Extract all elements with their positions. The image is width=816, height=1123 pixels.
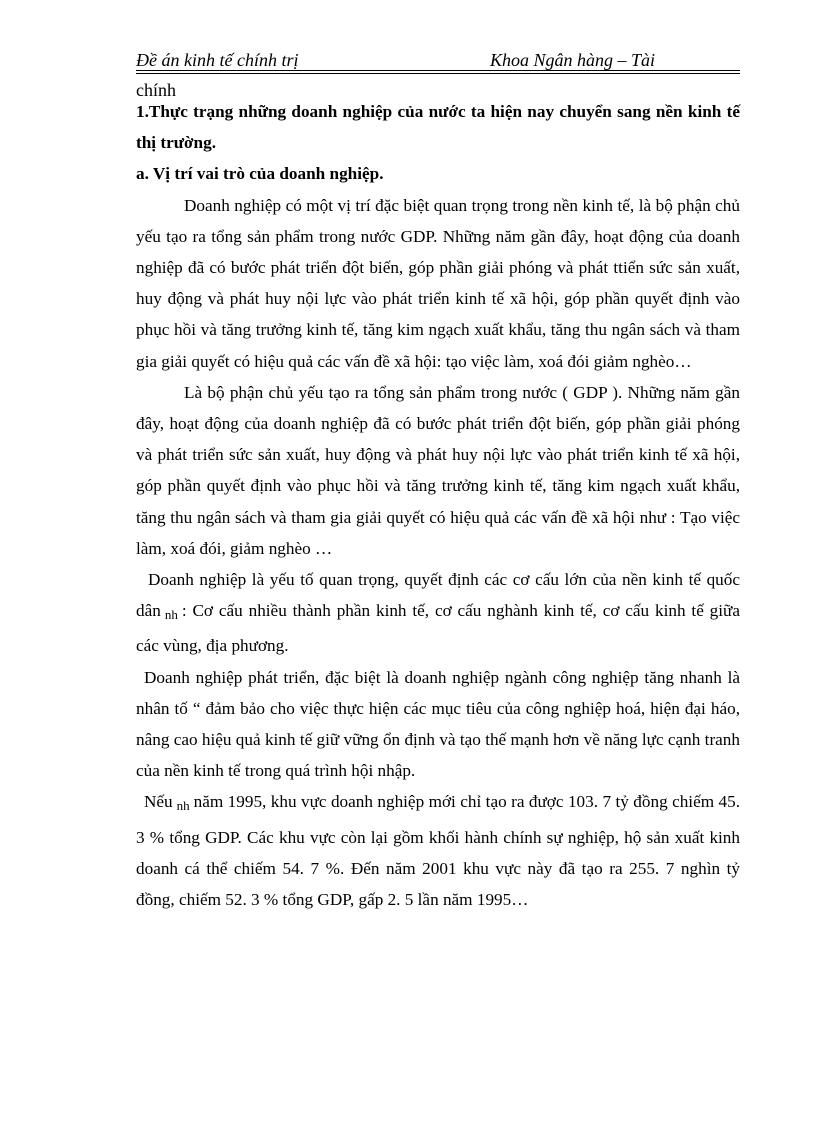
header-left-title: Đề án kinh tế chính trị bbox=[136, 50, 299, 70]
page-header bbox=[136, 50, 740, 72]
header-rule-top bbox=[136, 70, 740, 71]
paragraph-4: Doanh nghiệp phát triển, đặc biệt là doanh nghiệp ngành công nghiệp tăng nhanh là nhân tố “ đảm bảo cho việc thực hiện các mục tiêu của công nghiệp hoá, hiện đại háo, nâng cao hiệu quả kinh tế giữ vững ổn định và tạo thế mạnh hơn về năng lực cạnh tranh của nền kinh tế trong quá trình hội nhập. bbox=[136, 667, 740, 781]
paragraph-5 bbox=[136, 786, 740, 915]
paragraph-3 bbox=[136, 564, 740, 662]
paragraph-1: Doanh nghiệp có một vị trí đặc biệt quan trọng trong nền kinh tế, là bộ phận chủ yếu tạo ra tổng sản phẩm trong nước GDP. Những năm gần đây, hoạt động của doanh nghiệp đã có bước phát triển đột biến, góp phần giải phóng và phát ttiển sức sản xuất, huy động và phát huy nội lực vào phát triển kinh tế xã hội, góp phần quyết định vào phục hồi và tăng trưởng kinh tế, tăng kim ngạch xuất khẩu, tăng thu ngân sách và tham gia giải quyết có hiệu quả các vấn đề xã hội: tạo việc làm, xoá đói giảm nghèo… bbox=[136, 195, 740, 371]
paragraph-3-subscript: nh bbox=[164, 607, 178, 623]
document-body bbox=[136, 96, 740, 915]
paragraph-5-text-a: Nếu bbox=[144, 792, 173, 812]
paragraph-2: Là bộ phận chủ yếu tạo ra tổng sản phẩm trong nước ( GDP ). Những năm gần đây, hoạt động của doanh nghiệp đã có bước phát triển đột biến, góp phần giải phóng và phát triển sức sản xuất, huy động và phát huy nội lực vào phát triển kinh tế xã hội, góp phần quyết định vào phục hồi và tăng trưởng kinh tế, tăng kim ngạch xuất khẩu, tăng thu ngân sách và tham gia giải quyết có hiệu quả các vấn đề xã hội như : Tạo việc làm, xoá đói, giảm nghèo … bbox=[136, 382, 740, 558]
paragraph-5-subscript: nh bbox=[176, 798, 190, 814]
header-wrap-text: chính bbox=[136, 80, 176, 100]
header-rule-bottom bbox=[136, 73, 740, 74]
header-right-title: Khoa Ngân hàng – Tài bbox=[490, 50, 656, 70]
paragraph-3-text-a: Doanh nghiệp là yếu tố quan trọng, quyết định các cơ cấu lớn của nền kinh tế quốc dân bbox=[136, 570, 740, 621]
paragraph-3-text-b: : Cơ cấu nhiều thành phần kinh tế, cơ cấu nghành kinh tế, cơ cấu kinh tế giữa các vùng, địa phương. bbox=[136, 601, 740, 656]
subsection-heading: a. Vị trí vai trò của doanh nghiệp. bbox=[136, 164, 384, 184]
paragraph-5-text-b: năm 1995, khu vực doanh nghiệp mới chỉ tạo ra được 103. 7 tỷ đồng chiếm 45. 3 % tổng GDP. Các khu vực còn lại gồm khối hành chính sự nghiệp, hộ sản xuất kinh doanh cá thể chiếm 54. 7 %. Đến năm 2001 khu vực này đã tạo ra 255. 7 nghìn tỷ đồng, chiếm 52. 3 % tổng GDP, gấp 2. 5 lần năm 1995… bbox=[136, 792, 740, 910]
section-heading: 1.Thực trạng những doanh nghiệp của nước ta hiện nay chuyển sang nền kinh tế thị trường. bbox=[136, 102, 740, 153]
